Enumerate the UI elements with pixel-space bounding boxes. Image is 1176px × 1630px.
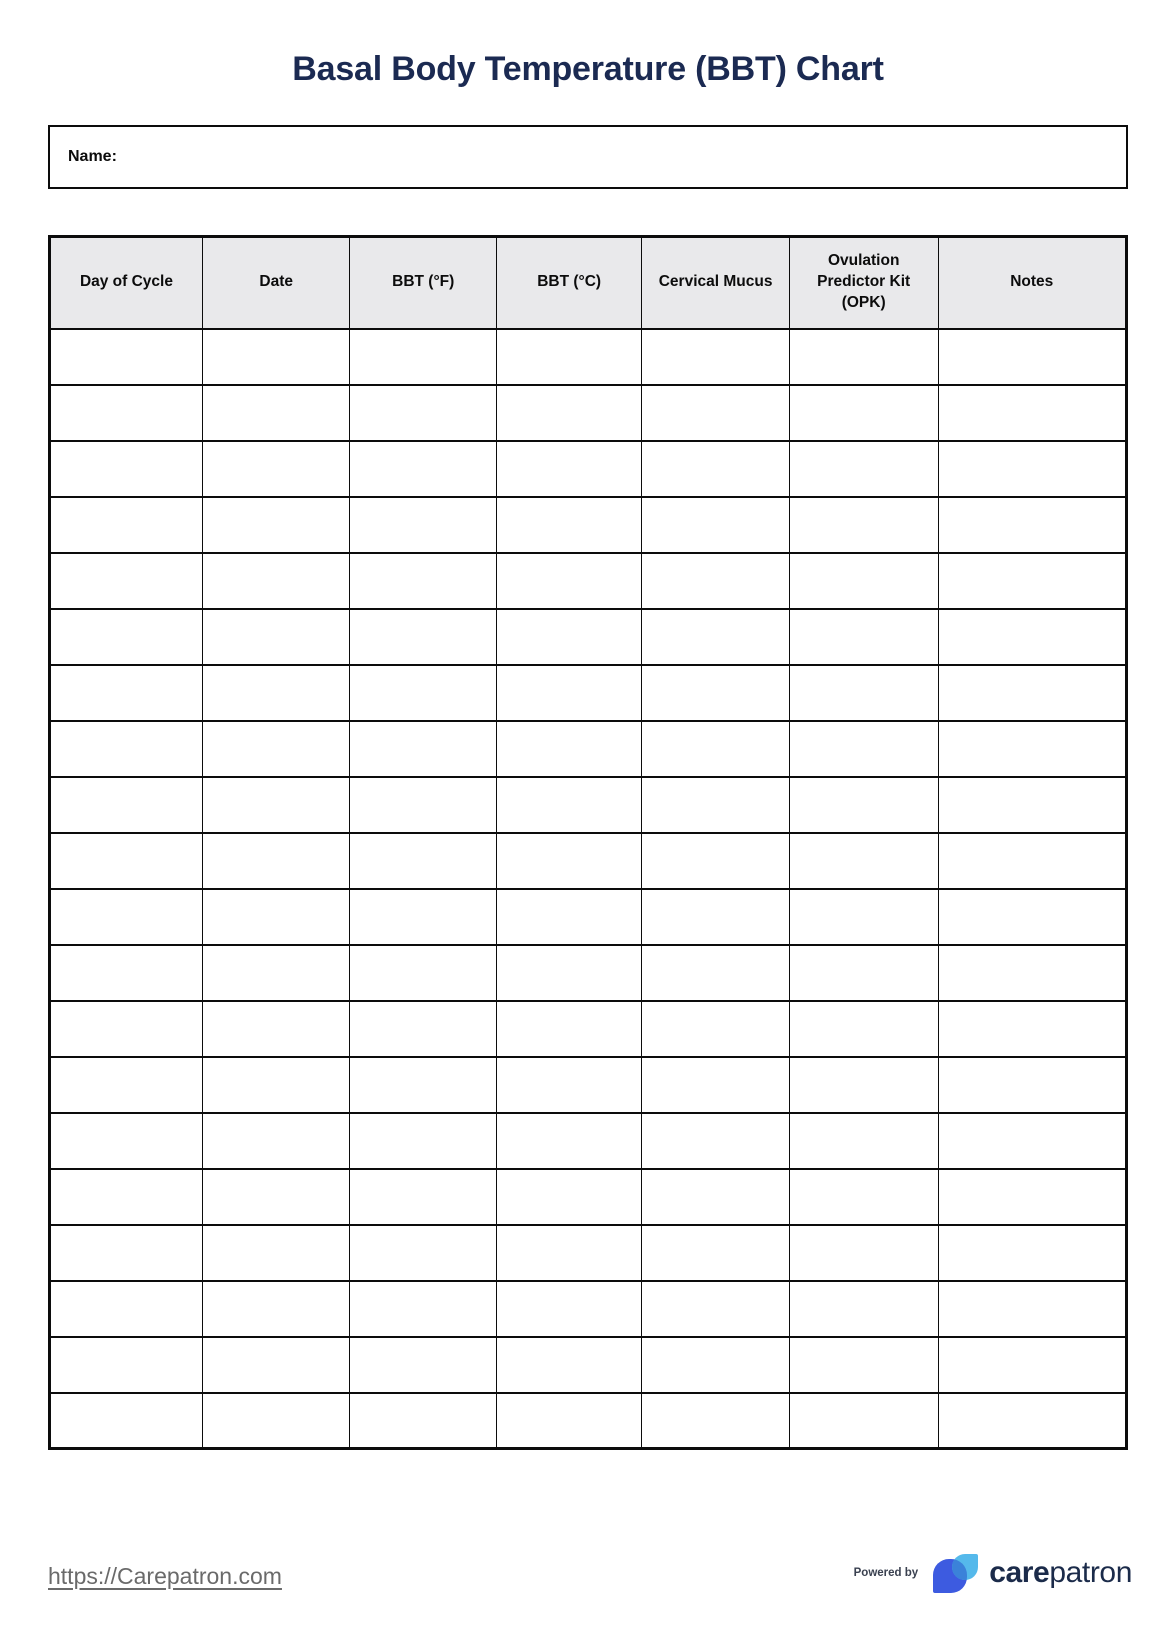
table-cell xyxy=(642,385,790,441)
table-cell xyxy=(50,497,203,553)
column-header-cervical-mucus: Cervical Mucus xyxy=(642,237,790,329)
table-cell xyxy=(350,441,496,497)
table-row xyxy=(50,385,1127,441)
table-cell xyxy=(642,553,790,609)
table-cell xyxy=(789,1001,938,1057)
table-cell xyxy=(350,1113,496,1169)
table-cell xyxy=(50,385,203,441)
table-cell xyxy=(496,1281,641,1337)
table-cell xyxy=(496,945,641,1001)
table-cell xyxy=(496,385,641,441)
table-cell xyxy=(789,1281,938,1337)
table-cell xyxy=(202,1001,350,1057)
table-cell xyxy=(496,1113,641,1169)
table-cell xyxy=(50,441,203,497)
table-cell xyxy=(642,833,790,889)
table-cell xyxy=(50,1225,203,1281)
table-cell xyxy=(642,1337,790,1393)
table-row xyxy=(50,609,1127,665)
table-body xyxy=(50,329,1127,1449)
table-cell xyxy=(789,609,938,665)
table-cell xyxy=(202,385,350,441)
table-cell xyxy=(50,833,203,889)
table-row xyxy=(50,1169,1127,1225)
footer xyxy=(0,1544,1176,1596)
table-cell xyxy=(202,497,350,553)
table-cell xyxy=(202,945,350,1001)
table-cell xyxy=(50,1281,203,1337)
table-cell xyxy=(642,1057,790,1113)
table-cell xyxy=(202,441,350,497)
table-cell xyxy=(350,1393,496,1449)
table-cell xyxy=(202,1337,350,1393)
table-cell xyxy=(496,721,641,777)
table-cell xyxy=(938,833,1127,889)
table-cell xyxy=(789,1169,938,1225)
table-row xyxy=(50,553,1127,609)
column-header-notes: Notes xyxy=(938,237,1127,329)
table-cell xyxy=(642,1393,790,1449)
table-cell xyxy=(50,777,203,833)
table-cell xyxy=(789,1393,938,1449)
table-cell xyxy=(350,889,496,945)
table-cell xyxy=(202,1113,350,1169)
logo-text-patron: patron xyxy=(1049,1556,1132,1589)
table-cell xyxy=(642,1225,790,1281)
column-header-bbt-f: BBT (°F) xyxy=(350,237,496,329)
table-cell xyxy=(350,833,496,889)
table-header xyxy=(50,237,1127,329)
table-cell xyxy=(496,609,641,665)
table-cell xyxy=(50,1001,203,1057)
table-cell xyxy=(789,665,938,721)
table-cell xyxy=(789,889,938,945)
table-cell xyxy=(350,553,496,609)
table-cell xyxy=(496,1225,641,1281)
table-cell xyxy=(50,945,203,1001)
column-header-date: Date xyxy=(202,237,350,329)
table-cell xyxy=(789,945,938,1001)
carepatron-logo-text xyxy=(989,1558,1132,1588)
table-cell xyxy=(50,721,203,777)
table-cell xyxy=(50,889,203,945)
table-row xyxy=(50,777,1127,833)
table-cell xyxy=(938,441,1127,497)
table-cell xyxy=(496,497,641,553)
table-cell xyxy=(350,1225,496,1281)
table-cell xyxy=(642,721,790,777)
table-cell xyxy=(938,1393,1127,1449)
table-row xyxy=(50,945,1127,1001)
table-cell xyxy=(202,1281,350,1337)
name-field-box xyxy=(48,125,1128,189)
table-cell xyxy=(938,777,1127,833)
table-header-row xyxy=(50,237,1127,329)
table-cell xyxy=(350,1001,496,1057)
table-row xyxy=(50,1281,1127,1337)
table-cell xyxy=(789,777,938,833)
table-cell xyxy=(50,609,203,665)
table-cell xyxy=(350,1169,496,1225)
table-row xyxy=(50,441,1127,497)
table-cell xyxy=(496,329,641,385)
table-cell xyxy=(496,1057,641,1113)
logo-text-care: care xyxy=(989,1556,1050,1589)
table-cell xyxy=(350,721,496,777)
table-cell xyxy=(642,665,790,721)
table-cell xyxy=(938,1225,1127,1281)
table-cell xyxy=(350,777,496,833)
table-cell xyxy=(202,889,350,945)
table-row xyxy=(50,1057,1127,1113)
table-cell xyxy=(938,497,1127,553)
table-cell xyxy=(938,1169,1127,1225)
table-cell xyxy=(789,833,938,889)
table-cell xyxy=(789,1057,938,1113)
table-row xyxy=(50,1337,1127,1393)
table-cell xyxy=(642,945,790,1001)
table-cell xyxy=(938,609,1127,665)
table-cell xyxy=(350,1337,496,1393)
table-cell xyxy=(938,889,1127,945)
table-cell xyxy=(789,1113,938,1169)
table-cell xyxy=(938,721,1127,777)
powered-by-brand xyxy=(854,1550,1132,1596)
table-cell xyxy=(202,1393,350,1449)
table-cell xyxy=(642,609,790,665)
table-cell xyxy=(789,441,938,497)
table-cell xyxy=(938,385,1127,441)
table-cell xyxy=(202,833,350,889)
table-cell xyxy=(642,441,790,497)
table-cell xyxy=(496,665,641,721)
table-cell xyxy=(938,665,1127,721)
table-row xyxy=(50,1393,1127,1449)
table-cell xyxy=(350,665,496,721)
column-header-day-of-cycle: Day of Cycle xyxy=(50,237,203,329)
table-cell xyxy=(50,1393,203,1449)
table-cell xyxy=(496,441,641,497)
table-cell xyxy=(50,665,203,721)
table-row xyxy=(50,1001,1127,1057)
column-header-bbt-c: BBT (°C) xyxy=(496,237,641,329)
carepatron-link[interactable]: https://Carepatron.com xyxy=(48,1563,282,1589)
table-cell xyxy=(50,1113,203,1169)
table-cell xyxy=(789,497,938,553)
table-cell xyxy=(789,329,938,385)
table-cell xyxy=(202,721,350,777)
table-cell xyxy=(642,1281,790,1337)
table-cell xyxy=(202,609,350,665)
table-row xyxy=(50,497,1127,553)
table-cell xyxy=(642,1169,790,1225)
page-title: Basal Body Temperature (BBT) Chart xyxy=(292,50,884,88)
column-header-opk: Ovulation Predictor Kit (OPK) xyxy=(789,237,938,329)
table-cell xyxy=(789,1225,938,1281)
table-cell xyxy=(938,945,1127,1001)
table-cell xyxy=(496,553,641,609)
table-cell xyxy=(496,1001,641,1057)
table-cell xyxy=(496,1337,641,1393)
name-field-label: Name: xyxy=(68,148,117,165)
table-cell xyxy=(642,777,790,833)
table-row xyxy=(50,833,1127,889)
table-cell xyxy=(202,1169,350,1225)
table-cell xyxy=(642,329,790,385)
table-cell xyxy=(642,889,790,945)
table-cell xyxy=(496,777,641,833)
table-row xyxy=(50,329,1127,385)
table-cell xyxy=(496,1169,641,1225)
table-cell xyxy=(642,1113,790,1169)
table-cell xyxy=(50,1169,203,1225)
table-cell xyxy=(642,1001,790,1057)
table-cell xyxy=(496,1393,641,1449)
table-cell xyxy=(938,1281,1127,1337)
table-cell xyxy=(50,329,203,385)
table-row xyxy=(50,721,1127,777)
table-cell xyxy=(642,497,790,553)
table-cell xyxy=(350,945,496,1001)
table-cell xyxy=(50,553,203,609)
table-cell xyxy=(789,1337,938,1393)
table-cell xyxy=(202,1225,350,1281)
table-cell xyxy=(202,553,350,609)
table-cell xyxy=(938,1057,1127,1113)
carepatron-logo-icon xyxy=(932,1550,984,1596)
table-cell xyxy=(202,329,350,385)
table-row xyxy=(50,665,1127,721)
bbt-table xyxy=(48,235,1128,1450)
table-cell xyxy=(202,1057,350,1113)
powered-by-label: Powered by xyxy=(853,1567,919,1579)
table-cell xyxy=(496,833,641,889)
table-cell xyxy=(938,553,1127,609)
table-cell xyxy=(938,329,1127,385)
table-cell xyxy=(350,385,496,441)
table-cell xyxy=(350,609,496,665)
table-cell xyxy=(350,1281,496,1337)
table-row xyxy=(50,1225,1127,1281)
table-cell xyxy=(938,1337,1127,1393)
table-cell xyxy=(938,1001,1127,1057)
table-cell xyxy=(938,1113,1127,1169)
table-cell xyxy=(350,497,496,553)
table-cell xyxy=(202,777,350,833)
table-cell xyxy=(789,721,938,777)
table-cell xyxy=(350,1057,496,1113)
table-cell xyxy=(789,553,938,609)
table-cell xyxy=(350,329,496,385)
table-row xyxy=(50,889,1127,945)
table-cell xyxy=(50,1337,203,1393)
table-cell xyxy=(496,889,641,945)
table-cell xyxy=(789,385,938,441)
table-cell xyxy=(50,1057,203,1113)
table-cell xyxy=(202,665,350,721)
table-row xyxy=(50,1113,1127,1169)
